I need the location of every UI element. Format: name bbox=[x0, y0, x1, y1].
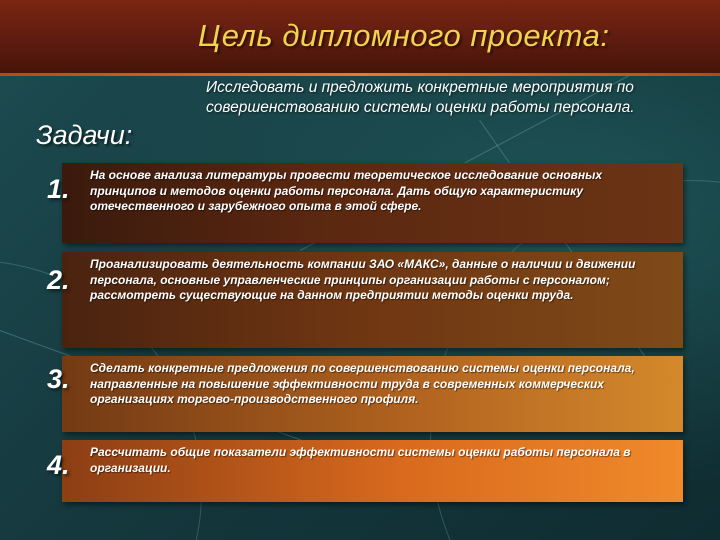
title-underline bbox=[0, 73, 720, 76]
task-number-3: 3. bbox=[47, 364, 70, 394]
tasks-label: Задачи: bbox=[36, 120, 133, 150]
task-box-2 bbox=[62, 252, 683, 348]
task-box-1 bbox=[62, 163, 683, 243]
task-number-1: 1. bbox=[47, 174, 70, 204]
goal-text: Исследовать и предложить конкретные мероприятия по совершенствованию системы оценки работы персонала. bbox=[206, 79, 635, 116]
slide-title: Цель дипломного проекта: bbox=[198, 18, 610, 53]
task-number-2: 2. bbox=[47, 265, 70, 295]
task-text-4: Рассчитать общие показатели эффективности системы оценки работы персонала в организации. bbox=[90, 445, 631, 475]
task-box-4 bbox=[62, 440, 683, 502]
task-box-3 bbox=[62, 356, 683, 432]
task-text-1: На основе анализа литературы провести теоретическое исследование основных принципов и методов оценки работы персонала. Дать общую характеристику отечественного и зарубежного опыта в этой сфере. bbox=[90, 168, 603, 213]
task-number-4: 4. bbox=[47, 450, 70, 480]
task-text-3: Сделать конкретные предложения по совершенствованию системы оценки персонала, направленные на повышение эффективности труда в современных коммерческих организациях торгово-производственного профиля. bbox=[90, 361, 635, 406]
task-text-2: Проанализировать деятельность компании ЗАО «МАКС», данные о наличии и движении персонала, основные управленческие принципы организации работы с персоналом; рассмотреть существующие на данном предприятии методы оценки труда. bbox=[90, 257, 636, 302]
title-bar bbox=[0, 0, 720, 73]
